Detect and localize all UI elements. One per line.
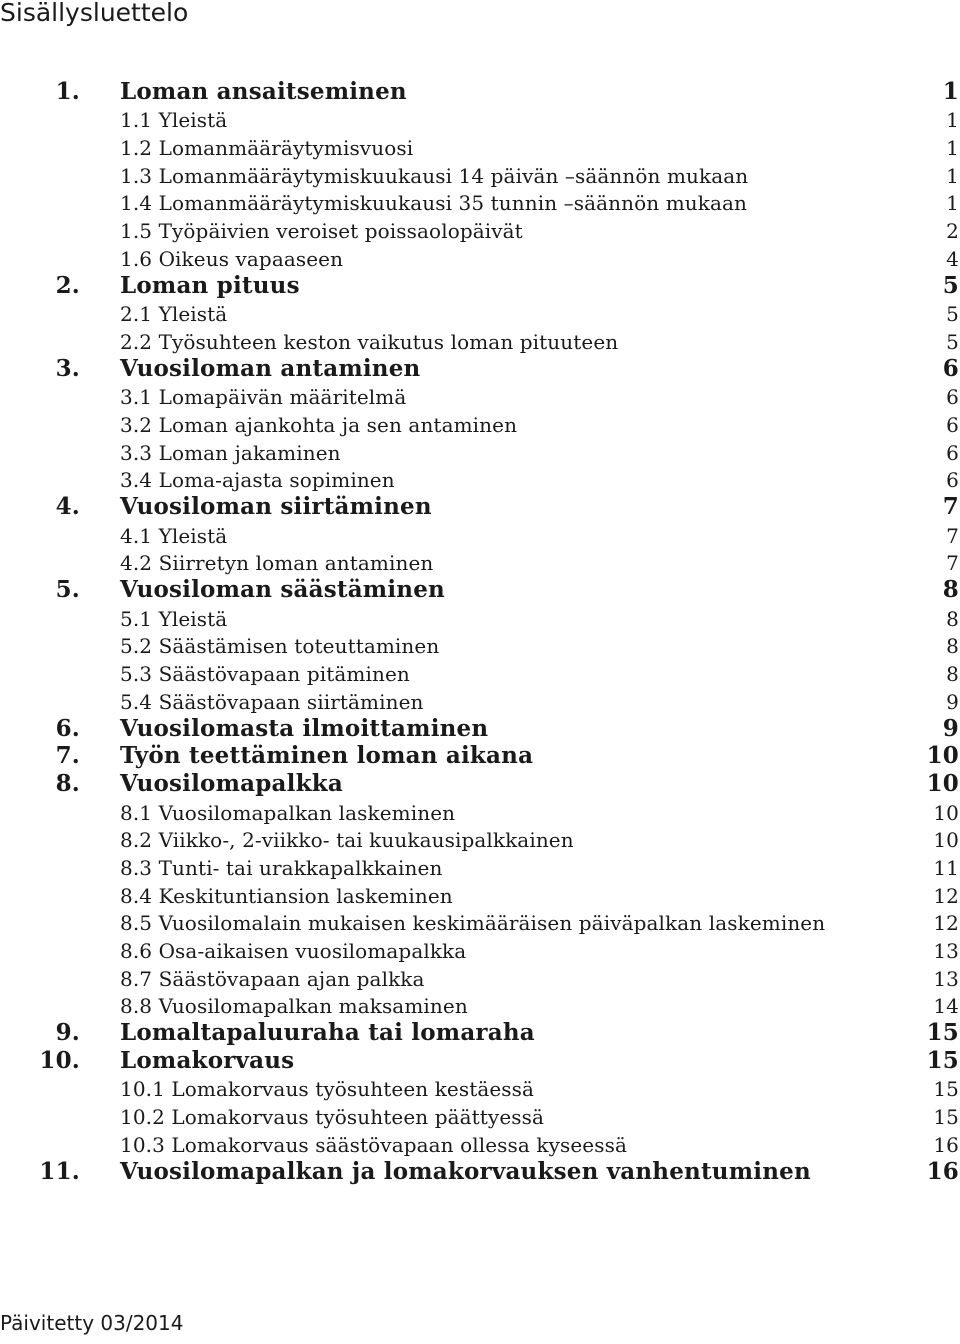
page-title: Sisällysluettelo <box>0 0 189 27</box>
toc-section-title: 3.2 Loman ajankohta ja sen antaminen <box>120 412 518 437</box>
toc-chapter-number: 5. <box>55 576 80 604</box>
toc-section-title: 8.4 Keskituntiansion laskeminen <box>120 883 453 908</box>
toc-section-title: 4.1 Yleistä <box>120 523 228 548</box>
toc-page-number: 10 <box>933 800 959 825</box>
toc-section-row <box>0 607 960 635</box>
toc-page-number: 13 <box>933 966 959 991</box>
toc-section-row <box>0 856 960 884</box>
toc-page-number: 15 <box>926 1046 959 1074</box>
toc-chapter-row <box>0 769 960 801</box>
toc-page-number: 6 <box>946 440 959 465</box>
toc-chapter-number: 4. <box>55 493 80 520</box>
toc-section-row <box>0 884 960 912</box>
toc-chapter-row <box>0 354 960 386</box>
toc-chapter-row <box>0 1157 960 1189</box>
toc-chapter-row <box>0 77 960 109</box>
toc-page-number: 1 <box>946 108 959 133</box>
toc-page-number: 10 <box>926 742 959 770</box>
toc-section-row <box>0 635 960 663</box>
toc-page-number: 8 <box>942 576 959 604</box>
toc-page-number: 1 <box>946 136 959 161</box>
updated-date: Päivitetty 03/2014 <box>0 1311 184 1335</box>
toc-page-number: 8 <box>946 634 959 659</box>
toc-chapter-number: 2. <box>55 271 80 299</box>
toc-section-row <box>0 219 960 247</box>
toc-chapter-row <box>0 576 960 607</box>
toc-page-number: 7 <box>942 493 959 520</box>
toc-section-title: 2.1 Yleistä <box>120 302 228 327</box>
toc-section-row <box>0 912 960 940</box>
toc-page-number: 15 <box>926 1019 959 1047</box>
toc-page-number: 10 <box>933 828 959 853</box>
toc-chapter-row <box>0 1046 960 1078</box>
toc-page-number: 12 <box>933 883 959 908</box>
toc-section-row <box>0 192 960 220</box>
toc-section-title: 2.2 Työsuhteen keston vaikutus loman pituuteen <box>120 329 619 354</box>
toc-page-number: 2 <box>946 219 959 244</box>
toc-page-number: 13 <box>933 939 959 963</box>
toc-page-number: 8 <box>946 662 959 687</box>
toc-section-title: 5.1 Yleistä <box>120 606 228 631</box>
toc-page-number: 1 <box>946 163 959 188</box>
toc-section-title: 3.3 Loman jakaminen <box>120 440 341 465</box>
toc-chapter-title: Vuosiloman säästäminen <box>120 576 445 604</box>
toc-chapter-title: Loman pituus <box>120 271 300 299</box>
toc-section-title: 8.2 Viikko-, 2-viikko- tai kuukausipalkkainen <box>120 828 574 853</box>
table-of-contents <box>0 77 960 1189</box>
toc-page-number: 6 <box>946 412 959 437</box>
toc-page-number: 11 <box>933 855 959 880</box>
toc-section-row <box>0 441 960 469</box>
toc-section-title: 1.5 Työpäivien veroiset poissaolopäivät <box>120 219 523 244</box>
toc-section-title: 1.2 Lomanmääräytymisvuosi <box>120 136 414 161</box>
toc-page-number: 9 <box>942 714 959 742</box>
toc-page-number: 16 <box>926 1157 959 1185</box>
toc-section-row <box>0 386 960 414</box>
toc-chapter-title: Vuosiloman siirtäminen <box>120 493 432 520</box>
toc-chapter-title: Vuosiloman antaminen <box>120 354 421 382</box>
toc-section-row <box>0 801 960 829</box>
toc-page-number: 5 <box>946 329 959 354</box>
toc-page-number: 9 <box>946 689 959 714</box>
toc-chapter-number: 11. <box>39 1157 80 1185</box>
toc-page-number: 4 <box>946 246 959 271</box>
toc-section-row <box>0 136 960 164</box>
toc-page-number: 15 <box>933 1077 959 1102</box>
toc-section-title: 3.1 Lomapäivän määritelmä <box>120 385 407 410</box>
toc-page-number: 7 <box>946 523 959 548</box>
toc-section-title: 1.3 Lomanmääräytymiskuukausi 14 päivän –säännön mukaan <box>120 163 749 188</box>
toc-chapter-title: Loman ansaitseminen <box>120 77 407 105</box>
toc-page-number: 8 <box>946 606 959 631</box>
toc-page-number: 6 <box>946 385 959 410</box>
toc-section-title: 5.2 Säästämisen toteuttaminen <box>120 634 440 659</box>
toc-section-row <box>0 164 960 192</box>
toc-page-number: 5 <box>946 302 959 327</box>
toc-page-number: 12 <box>933 911 959 936</box>
toc-section-title: 8.8 Vuosilomapalkan maksaminen <box>120 994 468 1019</box>
toc-section-title: 5.4 Säästövapaan siirtäminen <box>120 689 424 714</box>
toc-section-row <box>0 662 960 690</box>
toc-chapter-title: Vuosilomapalkka <box>120 769 343 797</box>
toc-page-number: 5 <box>942 271 959 299</box>
toc-section-row <box>0 1078 960 1106</box>
toc-section-title: 8.3 Tunti- tai urakkapalkkainen <box>120 855 443 880</box>
toc-section-title: 10.1 Lomakorvaus työsuhteen kestäessä <box>120 1077 535 1102</box>
toc-page-number: 16 <box>933 1132 959 1157</box>
toc-section-row <box>0 967 960 995</box>
toc-chapter-number: 3. <box>55 354 80 382</box>
toc-section-title: 1.1 Yleistä <box>120 108 228 133</box>
toc-chapter-title: Lomaltapaluuraha tai lomaraha <box>120 1019 535 1047</box>
toc-section-title: 1.6 Oikeus vapaaseen <box>120 246 344 271</box>
toc-section-title: 8.1 Vuosilomapalkan laskeminen <box>120 800 456 825</box>
toc-chapter-title: Työn teettäminen loman aikana <box>120 742 534 770</box>
toc-section-title: 5.3 Säästövapaan pitäminen <box>120 662 410 687</box>
toc-section-title: 1.4 Lomanmääräytymiskuukausi 35 tunnin –säännön mukaan <box>120 191 748 216</box>
toc-section-row <box>0 939 960 967</box>
toc-section-title: 8.6 Osa-aikaisen vuosilomapalkka <box>120 939 467 963</box>
toc-section-title: 3.4 Loma-ajasta sopiminen <box>120 468 395 493</box>
toc-chapter-number: 8. <box>55 769 80 797</box>
toc-chapter-number: 1. <box>55 77 80 105</box>
toc-page-number: 1 <box>946 191 959 216</box>
toc-chapter-title: Lomakorvaus <box>120 1046 295 1074</box>
toc-section-row <box>0 524 960 552</box>
toc-page-number: 1 <box>942 77 959 105</box>
toc-section-title: 10.3 Lomakorvaus säästövapaan ollessa kyseessä <box>120 1132 627 1157</box>
toc-chapter-number: 6. <box>55 714 80 742</box>
toc-page-number: 10 <box>926 769 959 797</box>
toc-section-row <box>0 1105 960 1133</box>
toc-section-title: 8.5 Vuosilomalain mukaisen keskimääräisen päiväpalkan laskeminen <box>120 911 826 936</box>
toc-chapter-title: Vuosilomasta ilmoittaminen <box>120 714 489 742</box>
toc-section-title: 4.2 Siirretyn loman antaminen <box>120 551 434 576</box>
toc-chapter-title: Vuosilomapalkan ja lomakorvauksen vanhentuminen <box>120 1157 811 1185</box>
toc-chapter-row <box>0 493 960 524</box>
toc-chapter-number: 9. <box>55 1019 80 1047</box>
toc-section-row <box>0 829 960 857</box>
toc-section-row <box>0 303 960 331</box>
toc-section-title: 8.7 Säästövapaan ajan palkka <box>120 966 425 991</box>
toc-page-number: 14 <box>933 994 959 1019</box>
toc-page-number: 6 <box>942 354 959 382</box>
toc-page-number: 7 <box>946 551 959 576</box>
toc-chapter-number: 7. <box>55 742 80 770</box>
toc-section-title: 10.2 Lomakorvaus työsuhteen päättyessä <box>120 1105 545 1130</box>
toc-section-row <box>0 413 960 441</box>
toc-chapter-row <box>0 271 960 303</box>
toc-page-number: 6 <box>946 468 959 493</box>
toc-page-number: 15 <box>933 1105 959 1130</box>
toc-chapter-number: 10. <box>39 1046 80 1074</box>
toc-section-row <box>0 109 960 137</box>
